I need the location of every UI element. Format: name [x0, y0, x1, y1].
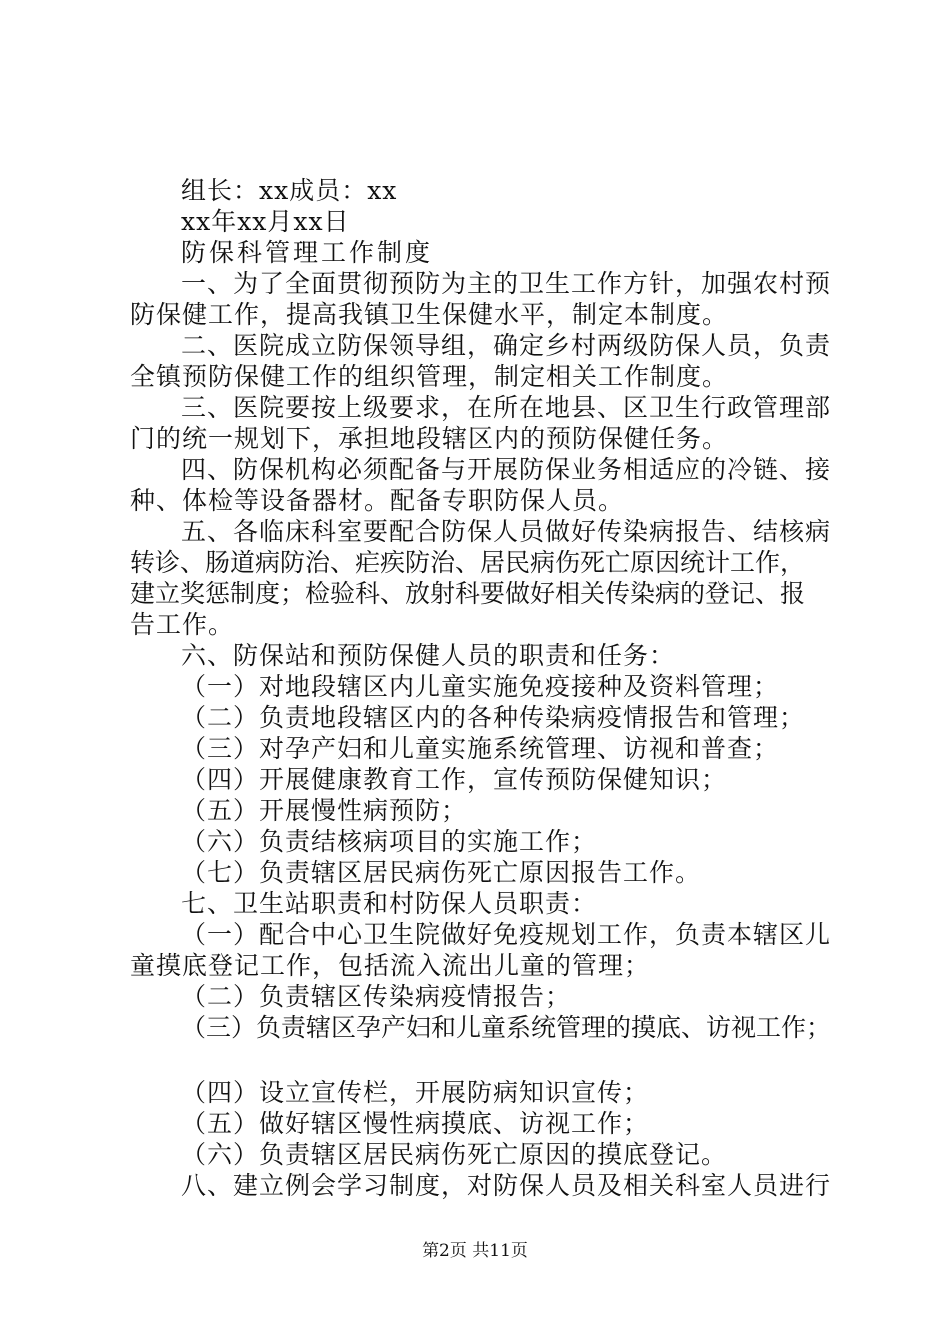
text-line: 防保健工作，提高我镇卫生保健水平，制定本制度。 — [130, 300, 729, 329]
text-line: （四）设立宣传栏，开展防病知识宣传； — [181, 1078, 650, 1107]
text-line: 二、医院成立防保领导组，确定乡村两级防保人员，负责 — [181, 331, 832, 360]
text-line: （二）负责地段辖区内的各种传染病疫情报告和管理； — [181, 703, 806, 732]
text-line: xx年xx月xx日 — [181, 207, 350, 236]
text-line: 五、各临床科室要配合防保人员做好传染病报告、结核病 — [181, 517, 832, 546]
text-line: （六）负责结核病项目的实施工作； — [181, 827, 598, 856]
text-line: 告工作。 — [130, 610, 235, 639]
text-line: （七）负责辖区居民病伤死亡原因报告工作。 — [181, 858, 702, 887]
text-line: 三、医院要按上级要求，在所在地县、区卫生行政管理部 — [181, 393, 832, 422]
section-heading: 七、卫生站职责和村防保人员职责： — [181, 889, 598, 918]
text-line: （一）对地段辖区内儿童实施免疫接种及资料管理； — [181, 672, 780, 701]
page-footer: 第2页 共11页 — [422, 1241, 528, 1261]
text-line: （五）做好辖区慢性病摸底、访视工作； — [181, 1109, 650, 1138]
text-line: 转诊、肠道病防治、疟疾防治、居民病伤死亡原因统计工作， — [130, 548, 806, 577]
text-line: 建立奖惩制度；检验科、放射科要做好相关传染病的登记、报 — [130, 579, 806, 608]
document-title: 防保科管理工作制度 — [181, 238, 434, 267]
text-line: （三）对孕产妇和儿童实施系统管理、访视和普查； — [181, 734, 780, 763]
text-line: 种、体检等设备器材。配备专职防保人员。 — [130, 486, 625, 515]
text-line: （三）负责辖区孕产妇和儿童系统管理的摸底、访视工作； — [181, 1013, 832, 1042]
text-line: 组长：xx成员：xx — [181, 176, 398, 205]
text-line: 童摸底登记工作，包括流入流出儿童的管理； — [130, 951, 651, 980]
text-line: 一、为了全面贯彻预防为主的卫生工作方针，加强农村预 — [181, 269, 832, 298]
text-line: 四、防保机构必须配备与开展防保业务相适应的冷链、接 — [181, 455, 832, 484]
text-line: （五）开展慢性病预防； — [181, 796, 468, 825]
text-line: 全镇预防保健工作的组织管理，制定相关工作制度。 — [130, 362, 729, 391]
text-line: 八、建立例会学习制度，对防保人员及相关科室人员进行 — [181, 1171, 832, 1200]
text-line: 门的统一规划下，承担地段辖区内的预防保健任务。 — [130, 424, 729, 453]
text-line: （一）配合中心卫生院做好免疫规划工作，负责本辖区儿 — [181, 920, 832, 949]
text-line: （四）开展健康教育工作，宣传预防保健知识； — [181, 765, 728, 794]
text-line: （六）负责辖区居民病伤死亡原因的摸底登记。 — [181, 1140, 728, 1169]
text-line: （二）负责辖区传染病疫情报告； — [181, 982, 572, 1011]
section-heading: 六、防保站和预防保健人员的职责和任务： — [181, 641, 676, 670]
